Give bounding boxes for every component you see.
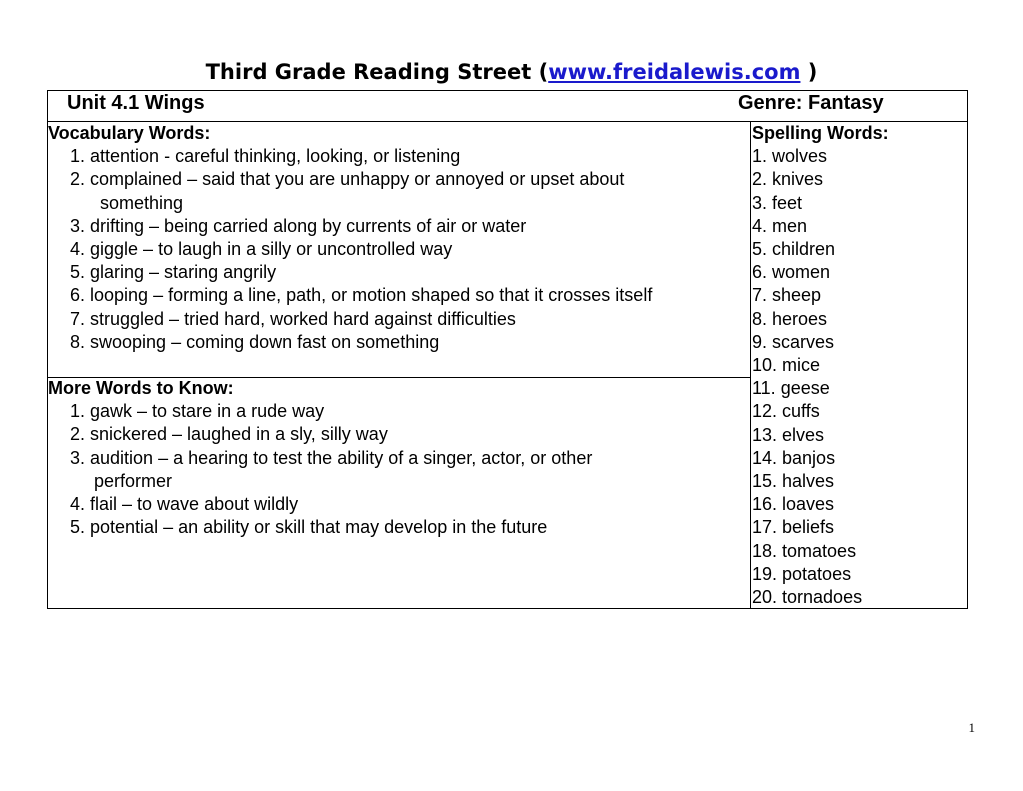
- vocabulary-item-continuation: something: [100, 192, 184, 213]
- vocabulary-item: 1. attention - careful thinking, looking, or listening: [70, 146, 461, 167]
- spelling-item: 17. beliefs: [752, 517, 835, 538]
- page-number: 1: [968, 720, 975, 735]
- more-words-item: 2. snickered – laughed in a sly, silly way: [70, 424, 388, 445]
- title-prefix: Third Grade Reading Street (: [205, 60, 549, 84]
- more-words-item: 4. flail – to wave about wildly: [70, 494, 299, 515]
- table-top-border: [47, 90, 968, 91]
- spelling-item: 19. potatoes: [752, 563, 852, 584]
- spelling-item: 13. elves: [752, 424, 825, 445]
- spelling-item: 12. cuffs: [752, 401, 820, 422]
- spelling-item: 18. tomatoes: [752, 540, 857, 561]
- spelling-item: 8. heroes: [752, 308, 828, 329]
- spelling-item: 9. scarves: [752, 331, 835, 352]
- spelling-item: 5. children: [752, 239, 836, 260]
- spelling-section: [752, 122, 889, 609]
- spelling-item: 10. mice: [752, 355, 821, 376]
- vocabulary-item: 5. glaring – staring angrily: [70, 262, 277, 283]
- website-link[interactable]: www.freidalewis.com: [548, 60, 801, 84]
- spelling-item: 7. sheep: [752, 285, 822, 306]
- column-divider: [750, 121, 751, 609]
- spelling-item: 20. tornadoes: [752, 587, 863, 608]
- vocabulary-item: 2. complained – said that you are unhappy or annoyed or upset about: [70, 169, 625, 190]
- vocabulary-item: 7. struggled – tried hard, worked hard against difficulties: [70, 308, 516, 329]
- spelling-item: 4. men: [752, 215, 808, 236]
- spelling-item: 14. banjos: [752, 447, 836, 468]
- more-words-item-continuation: performer: [94, 470, 173, 491]
- spelling-item: 3. feet: [752, 192, 803, 213]
- unit-title: Unit 4.1 Wings: [67, 92, 205, 114]
- spelling-item: 11. geese: [752, 378, 830, 399]
- spelling-item: 6. women: [752, 262, 831, 283]
- more-words-item: 3. audition – a hearing to test the ability of a singer, actor, or other: [70, 447, 593, 468]
- vocabulary-item: 4. giggle – to laugh in a silly or uncontrolled way: [70, 239, 453, 260]
- genre-label: Genre: Fantasy: [738, 92, 884, 114]
- table-right-border: [967, 90, 968, 609]
- vocabulary-item: 3. drifting – being carried along by currents of air or water: [70, 215, 527, 236]
- spelling-item: 2. knives: [752, 169, 824, 190]
- vocabulary-item: 8. swooping – coming down fast on something: [70, 331, 440, 352]
- spelling-item: 1. wolves: [752, 146, 828, 167]
- vocabulary-heading: Vocabulary Words:: [48, 123, 211, 143]
- title-suffix: ): [800, 60, 818, 84]
- more-words-item: 1. gawk – to stare in a rude way: [70, 401, 325, 422]
- more-words-item: 5. potential – an ability or skill that may develop in the future: [70, 517, 548, 538]
- spelling-item: 16. loaves: [752, 494, 835, 515]
- vocabulary-item: 6. looping – forming a line, path, or motion shaped so that it crosses itself: [70, 285, 653, 306]
- spelling-heading: Spelling Words:: [752, 123, 889, 143]
- vocabulary-section: [48, 122, 652, 354]
- spelling-item: 15. halves: [752, 471, 835, 492]
- more-words-section: [48, 377, 592, 539]
- document-title: [0, 60, 1023, 84]
- more-words-heading: More Words to Know:: [48, 378, 234, 398]
